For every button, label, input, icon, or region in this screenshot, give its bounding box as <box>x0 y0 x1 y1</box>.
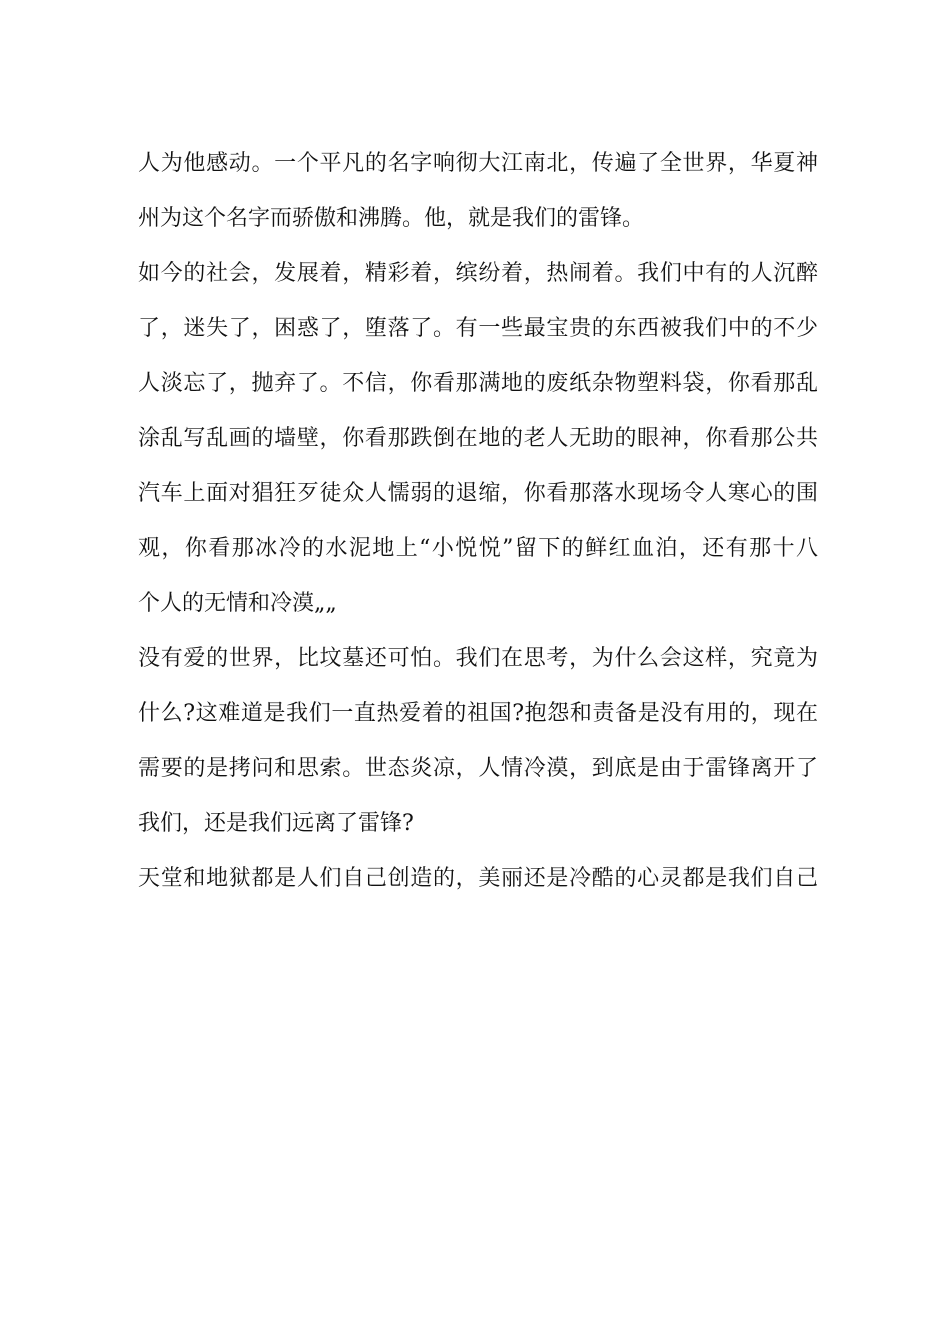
text-line: 个人的无情和冷漠„„ <box>138 591 337 616</box>
text-line: 需要的是拷问和思索。世态炎凉，人情冷漠，到底是由于雷锋离开了 <box>138 756 818 781</box>
text-line: 了，迷失了，困惑了，堕落了。有一些最宝贵的东西被我们中的不少 <box>138 316 818 341</box>
text-line: 涂乱写乱画的墙壁，你看那跌倒在地的老人无助的眼神，你看那公共 <box>138 426 818 451</box>
text-line: 如今的社会，发展着，精彩着，缤纷着，热闹着。我们中有的人沉醉 <box>138 261 818 286</box>
text-line: 天堂和地狱都是人们自己创造的，美丽还是冷酷的心灵都是我们自己 <box>138 866 818 891</box>
text-line: 州为这个名字而骄傲和沸腾。他，就是我们的雷锋。 <box>138 206 645 231</box>
text-line: 我们，还是我们远离了雷锋? <box>138 811 414 836</box>
text-line: 人为他感动。一个平凡的名字响彻大江南北，传遍了全世界，华夏神 <box>138 151 818 176</box>
document-body <box>138 136 818 906</box>
text-line: 观，你看那冰冷的水泥地上“小悦悦”留下的鲜红血泊，还有那十八 <box>138 536 818 561</box>
text-line: 人淡忘了，抛弃了。不信，你看那满地的废纸杂物塑料袋，你看那乱 <box>138 371 818 396</box>
text-line: 没有爱的世界，比坟墓还可怕。我们在思考，为什么会这样，究竟为 <box>138 646 818 671</box>
text-line: 汽车上面对猖狂歹徒众人懦弱的退缩，你看那落水现场令人寒心的围 <box>138 481 818 506</box>
text-line: 什么?这难道是我们一直热爱着的祖国?抱怨和责备是没有用的，现在 <box>138 701 818 726</box>
